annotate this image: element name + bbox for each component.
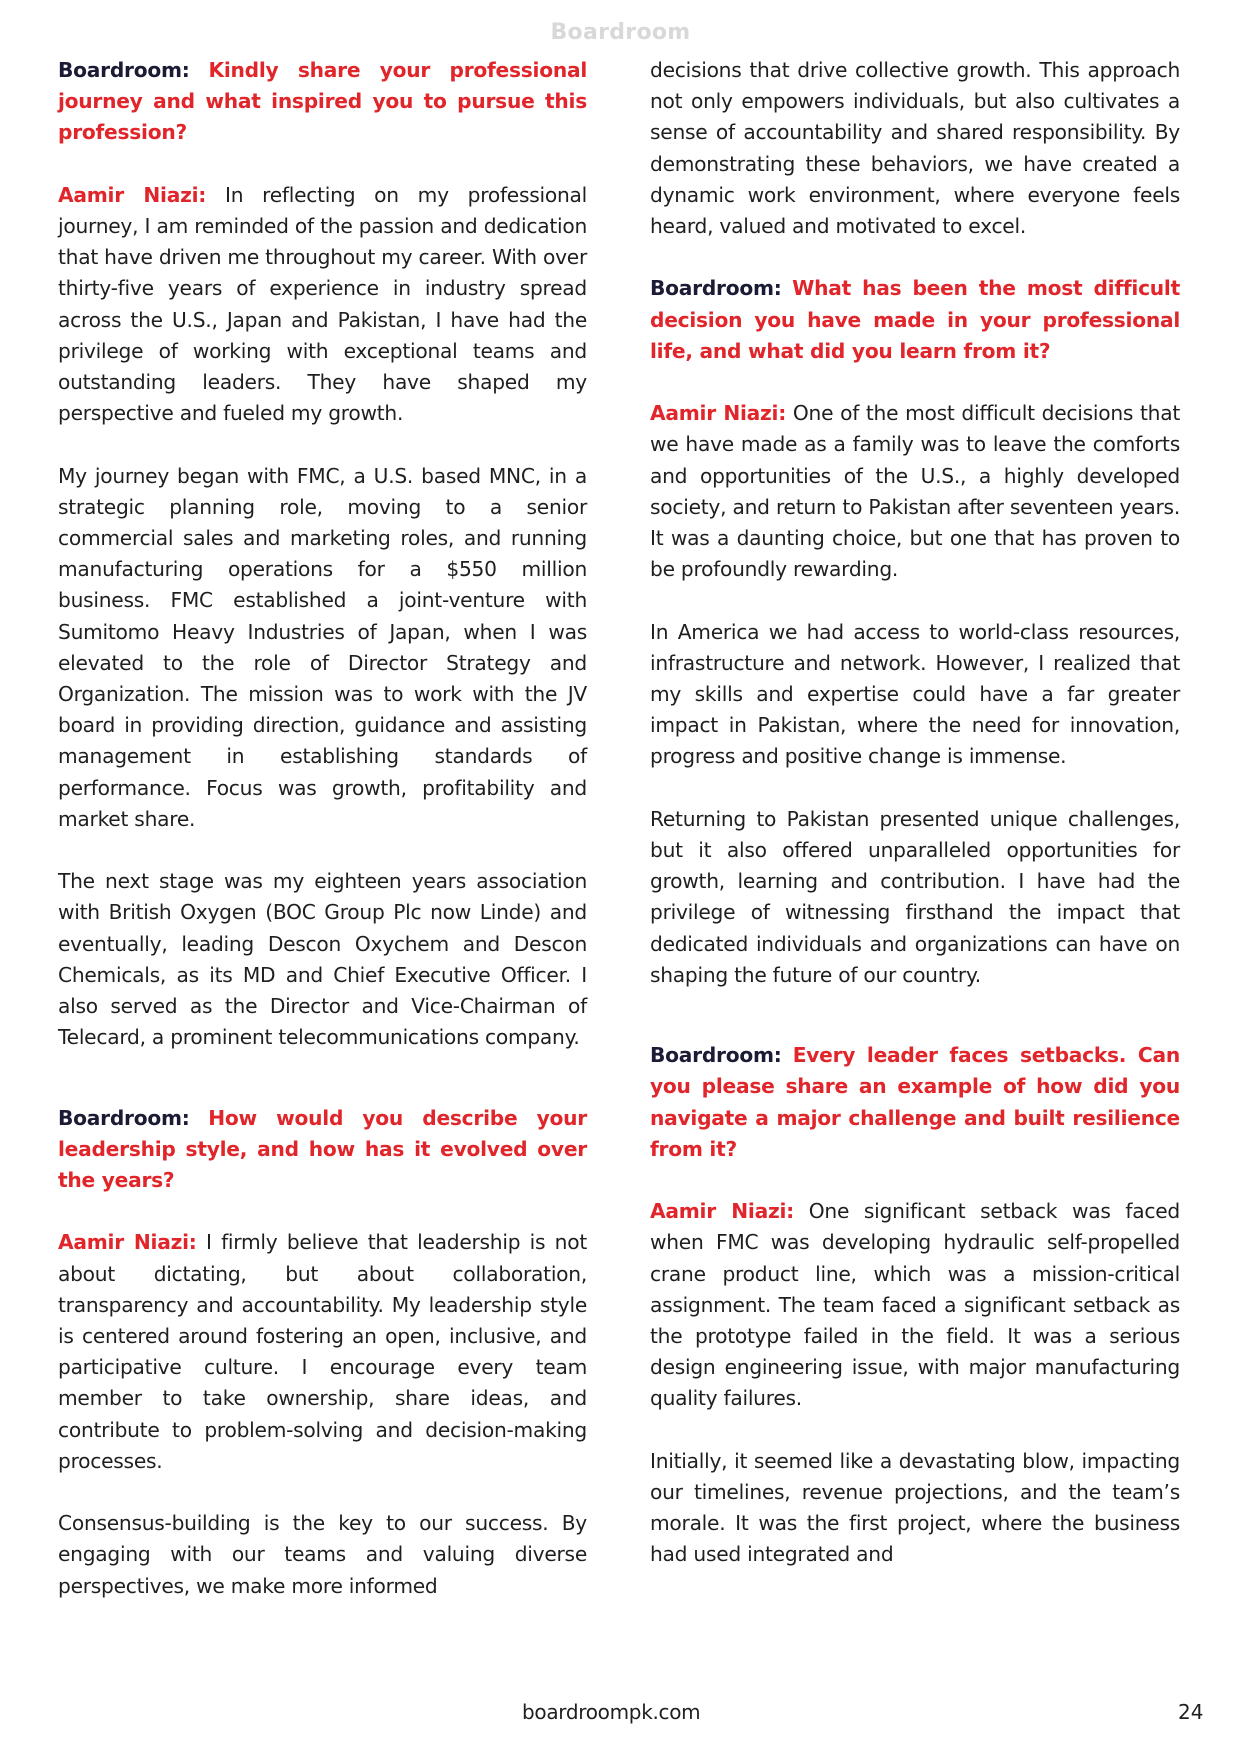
paragraph: My journey began with FMC, a U.S. based MNC, in a strategic planning role, moving to a senior commercial sales and marketing roles, and running manufacturing operations for a $550 million business. FMC established a joint-venture with Sumitomo Heavy Industries of Japan, when I was elevated to the role of Director Strategy and Organization. The mission was to work with the JV board in providing direction, guidance and assisting management in establishing standards of performance. Focus was growth, profitability and market share. (58, 463, 587, 831)
interviewee-label: Aamir Niazi: (650, 1199, 794, 1224)
interviewer-label: Boardroom: (58, 58, 190, 82)
question-1 (58, 55, 587, 149)
right-column (650, 55, 1180, 1602)
paragraph: Returning to Pakistan presented unique challenges, but it also offered unparalleled opportunities for growth, learning and contribution. I have had the privilege of witnessing firsthand the impact that dedicated individuals and organizations can have on shaping the future of our country. (650, 806, 1180, 987)
question-text: How would you describe your leadership style, and how has it evolved over the years? (58, 1105, 588, 1193)
question-2 (58, 1103, 587, 1197)
interviewee-label: Aamir Niazi: (58, 1230, 197, 1255)
interviewee-label: Aamir Niazi: (58, 182, 207, 207)
answer-text: One significant setback was faced when FMC was developing hydraulic self-propelled crane product line, which was a mission-critical assignment. The team faced a significant setback as the prototype failed in the field. It was a serious design engineering issue, with major manufacturing quality failures. (650, 1199, 1180, 1411)
spacer (650, 1022, 1180, 1040)
question-3 (650, 273, 1180, 367)
interviewer-label: Boardroom: (58, 1105, 190, 1130)
paragraph: decisions that drive collective growth. This approach not only empowers individuals, but also cultivates a sense of accountability and shared responsibility. By demonstrating these behaviors, we have created a dynamic work environment, where everyone feels heard, valued and motivated to excel. (650, 58, 1180, 239)
question-text: Every leader faces setbacks. Can you please share an example of how did you navigate a major challenge and built resilience from it? (650, 1043, 1180, 1161)
left-column (58, 55, 587, 1633)
paragraph: In America we had access to world-class resources, infrastructure and network. However, I realized that my skills and expertise could have a far greater impact in Pakistan, where the need for innovation, progress and positive change is immense. (650, 619, 1180, 769)
footer-website: boardroompk.com (522, 1700, 701, 1724)
answer-4 (650, 1196, 1180, 1414)
answer-1 (58, 180, 587, 430)
question-text: What has been the most difficult decision you have made in your professional life, and what did you learn from it? (650, 276, 1180, 363)
answer-text: One of the most difficult decisions that we have made as a family was to leave the comforts and opportunities of the U.S., a highly developed society, and return to Pakistan after seventeen years. It was a daunting choice, but one that has proven to be profoundly rewarding. (650, 401, 1180, 582)
spacer (58, 1085, 587, 1103)
question-text: Kindly share your professional journey and what inspired you to pursue this profession? (58, 58, 587, 145)
paragraph: The next stage was my eighteen years association with British Oxygen (BOC Group Plc now Linde) and eventually, leading Descon Oxychem and Descon Chemicals, as its MD and Chief Executive Officer. I also served as the Director and Vice-Chairman of Telecard, a prominent telecommunications company. (58, 869, 587, 1050)
interviewer-label: Boardroom: (650, 276, 782, 301)
answer-text: I firmly believe that leadership is not about dictating, but about collaboration, transparency and accountability. My leadership style is centered around fostering an open, inclusive, and participative culture. I encourage every team member to take ownership, share ideas, and contribute to problem-solving and decision-making processes. (58, 1230, 587, 1473)
interviewer-label: Boardroom: (650, 1043, 782, 1068)
answer-text: In reflecting on my professional journey, I am reminded of the passion and dedication that have driven me throughout my career. With over thirty-five years of experience in industry spread across the U.S., Japan and Pakistan, I have had the privilege of working with exceptional teams and outstanding leaders. They have shaped my perspective and fueled my growth. (58, 182, 587, 426)
answer-2 (58, 1227, 587, 1477)
paragraph: Consensus-building is the key to our success. By engaging with our teams and valuing diverse perspectives, we make more informed (58, 1511, 587, 1598)
question-4 (650, 1040, 1180, 1165)
page-number: 24 (1178, 1700, 1204, 1724)
answer-3 (650, 398, 1180, 585)
interviewee-label: Aamir Niazi: (650, 401, 787, 426)
paragraph: Initially, it seemed like a devastating blow, impacting our timelines, revenue projections, and the team’s morale. It was the first project, where the business had used integrated and (650, 1448, 1180, 1567)
running-header-title: Boardroom (550, 20, 691, 45)
